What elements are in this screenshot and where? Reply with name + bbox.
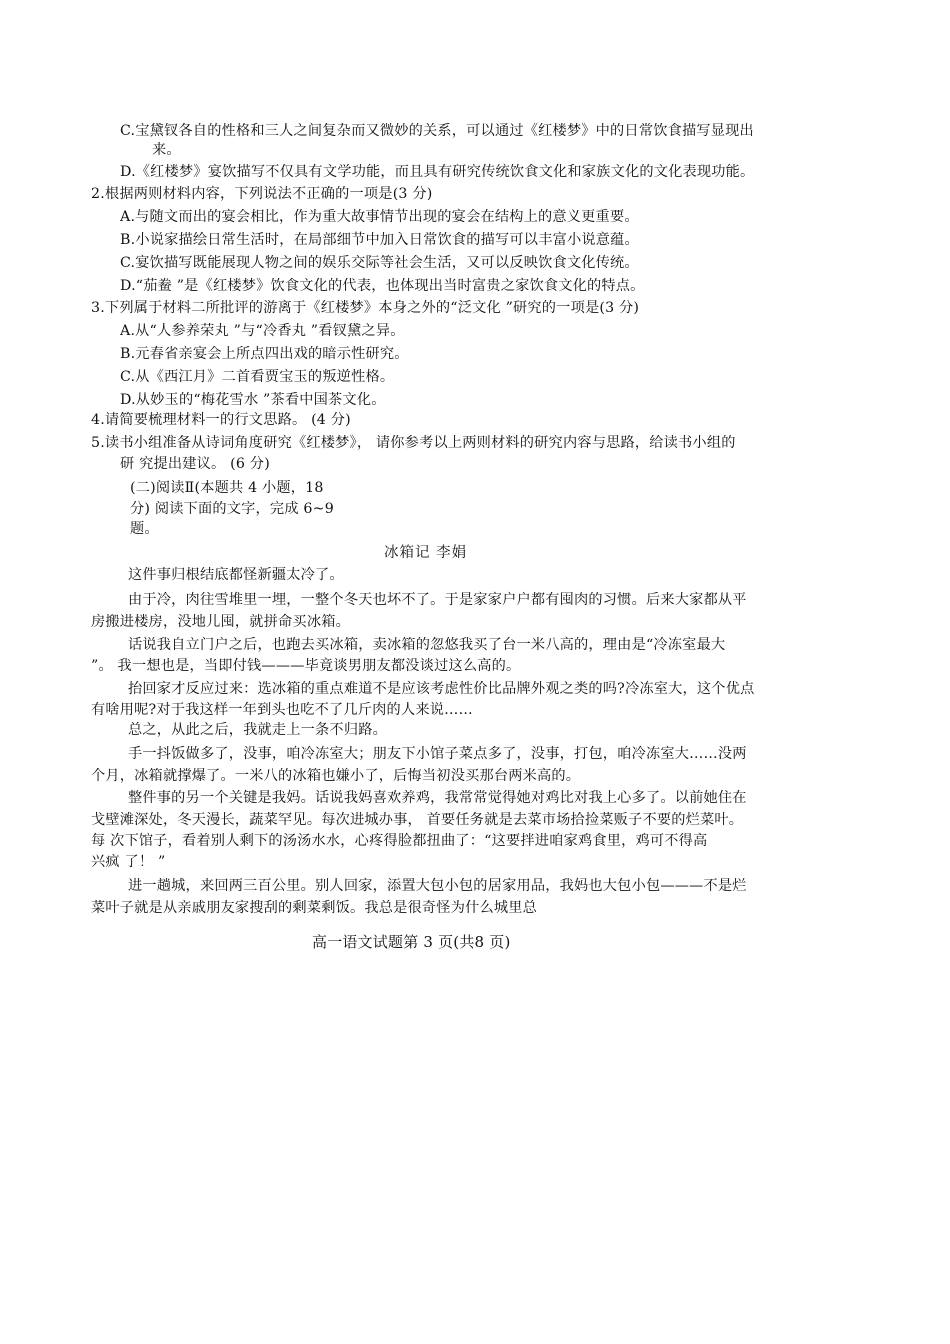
page-footer: 高一语文试题第 3 页(共8 页)	[312, 933, 511, 951]
q2-option-d: D.“茄鲞 ”是《红楼梦》饮食文化的代表，也体现出当时富贵之家饮食文化的特点。	[120, 278, 645, 294]
article-para-7-line1: 整件事的另一个关键是我妈。话说我妈喜欢养鸡，我常常觉得她对鸡比对我上心多了。以前她住在	[128, 790, 747, 806]
article-para-7-line2: 戈壁滩深处，冬天漫长，蔬菜罕见。每次进城办事， 首要任务就是去菜市场拾捡菜贩子不要的烂菜叶。	[91, 812, 744, 828]
q2-stem: 2.根据两则材料内容，下列说法不正确的一项是(3 分)	[91, 186, 433, 202]
q2-option-b: B.小说家描绘日常生活时，在局部细节中加入日常饮食的描写可以丰富小说意蕴。	[120, 232, 639, 248]
article-para-3-line1: 话说我自立门户之后，也跑去买冰箱，卖冰箱的忽悠我买了台一米八高的，理由是“冷冻室最大	[128, 637, 726, 653]
article-para-7-line3: 每 次下馆子，看着别人剩下的汤汤水水，心疼得脸都扭曲了：“这要拌进咱家鸡食里，鸡可不得高	[91, 833, 708, 849]
section2-header-line3: 题。	[130, 521, 159, 537]
article-para-6-line1: 手一抖饭做多了，没事，咱冷冻室大；朋友下小馆子菜点多了，没事，打包，咱冷冻室大……没两	[128, 746, 747, 762]
article-para-5: 总之，从此之后，我就走上一条不归路。	[128, 722, 387, 738]
q5-line1: 5.读书小组准备从诗词角度研究《红楼梦》， 请你参考以上两则材料的研究内容与思路，给读书小组的	[91, 435, 736, 451]
q3-stem: 3.下列属于材料二所批评的游离于《红楼梦》本身之外的“泛文化 ”研究的一项是(3 分)	[91, 300, 640, 316]
section2-header-line2: 分) 阅读下面的文字，完成 6~9	[130, 501, 334, 517]
article-para-3-line2: ”。 我一想也是，当即付钱———毕竟谈男朋友都没谈过这么高的。	[91, 658, 521, 674]
article-para-6-line2: 个月，冰箱就撑爆了。一米八的冰箱也嫌小了，后悔当初没买那台两米高的。	[91, 768, 581, 784]
q5-line2: 研 究提出建议。 (6 分)	[120, 456, 270, 472]
section2-header-line1: (二)阅读Ⅱ(本题共 4 小题，18	[130, 480, 324, 496]
article-para-2-line2: 房搬进楼房，没地儿囤，就拼命买冰箱。	[91, 614, 350, 630]
q1-option-c-line1: C.宝黛钗各自的性格和三人之间复杂而又微妙的关系，可以通过《红楼梦》中的日常饮食描写显现出	[120, 123, 754, 139]
q1-option-c-line2: 来。	[152, 142, 181, 158]
q3-option-d: D.从妙玉的“梅花雪水 ”茶看中国茶文化。	[120, 392, 386, 408]
q4-stem: 4.请简要梳理材料一的行文思路。 (4 分)	[91, 412, 351, 428]
article-para-2-line1: 由于冷，肉往雪堆里一埋，一整个冬天也坏不了。于是家家户户都有囤肉的习惯。后来大家都从平	[128, 592, 747, 608]
article-para-1: 这件事归根结底都怪新疆太冷了。	[128, 567, 344, 583]
q3-option-a: A.从“人参养荣丸 ”与“冷香丸 ”看钗黛之异。	[120, 323, 405, 339]
article-title: 冰箱记 李娟	[384, 545, 468, 561]
article-para-8-line1: 进一趟城，来回两三百公里。别人回家，添置大包小包的居家用品，我妈也大包小包———不是烂	[128, 878, 747, 894]
q1-option-d: D.《红楼梦》宴饮描写不仅具有文学功能，而且具有研究传统饮食文化和家族文化的文化表现功能。	[120, 164, 755, 180]
article-para-8-line2: 菜叶子就是从亲戚朋友家搜刮的剩菜剩饭。我总是很奇怪为什么城里总	[91, 900, 538, 916]
article-para-4-line2: 有啥用呢?对于我这样一年到头也吃不了几斤肉的人来说……	[91, 702, 473, 718]
q3-option-c: C.从《西江月》二首看贾宝玉的叛逆性格。	[120, 369, 395, 385]
q3-option-b: B.元春省亲宴会上所点四出戏的暗示性研究。	[120, 346, 409, 362]
article-para-7-line4: 兴疯 了！ ”	[91, 854, 166, 870]
article-para-4-line1: 抬回家才反应过来：选冰箱的重点难道不是应该考虑性价比品牌外观之类的吗?冷冻室大，这个优点	[128, 681, 755, 697]
q2-option-a: A.与随文而出的宴会相比，作为重大故事情节出现的宴会在结构上的意义更重要。	[120, 209, 639, 225]
q2-option-c: C.宴饮描写既能展现人物之间的娱乐交际等社会生活，又可以反映饮食文化传统。	[120, 255, 639, 271]
